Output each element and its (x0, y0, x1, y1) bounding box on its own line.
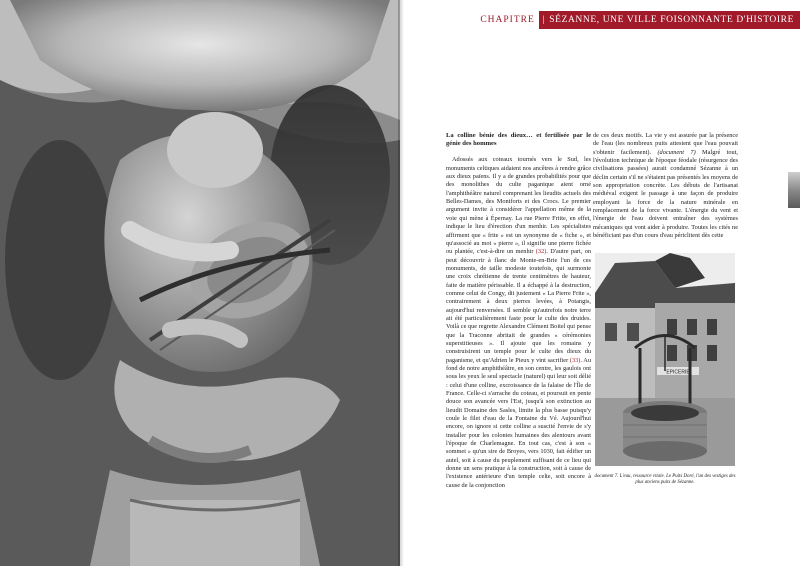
running-header (480, 10, 800, 30)
section-heading: La colline bénie des dieux… et fertilisée par le génie des hommes (446, 132, 591, 148)
footnote-ref: (32) (535, 248, 547, 256)
body-text: de ces deux motifs. La vie y est assurée par la présence de l'eau (les nombreux puits attestent que l'eau pouvait s'obtenir facilement). (593, 132, 738, 156)
village-well-illustration (595, 253, 735, 466)
shop-sign-text: EPICERIE (666, 369, 690, 376)
header-separator: | (542, 15, 546, 25)
body-text: . Au fond de notre amphithéâtre, en son centre, les gaulois ont sous les yeux le seul spectacle (naturel) qui leur soit délié : celui d'une colline, excroissance de la falaise de l'Île de France. Celle-ci s'arrache du coteau, et poursuit en pente douce son avancée vers l'Est, jusqu'à son extinction au lieudit Domaine des Sasles, limite la plus basse puisqu'y coule le filet d'eau de la Fontaine du Vé. Aujourd'hui encore, on ignore si cette colline a suscité l'envie de s'y installer pour les colonies humaines des alentours avant l'époque de Charlemagne. En tout cas, c'est à son « sommet » qu'un sire de Broyes, vers 1030, fait édifier un autel, soit à cause du peuplement suffisant de ce lieu qui donne un sens pratique à la construction, soit à cause de l'existence antérieure d'un temple celte, soit encore à cause de la conjonction (446, 356, 591, 489)
text-column-1 (446, 132, 591, 490)
photo-caption: document 7. L'eau, ressource vitale. Le Puits Doré, l'un des vestiges des plus anciens puits de Sézanne. (594, 474, 736, 486)
body-paragraph (446, 156, 591, 490)
body-text: Malgré tout, l'évolution technique de l'époque féodale (résurgence des civilisations passées) aurait condamné Sézanne à un déclin certain s'il ne s'étaient pas présentés les moyens de son appropriation concrète. Les débuts de l'artisanat médiéval exigent le passage à une façon de produire employant la force de la nature minérale en remplacement de la force vivante. L'énergie du vent et l'énergie de l'eau doivent entraîner des systèmes mécaniques qui vont aider à produire. Toutes les cités ne bénéficiant pas d'un cours d'eau périclitent dès cette (593, 148, 738, 240)
text-column-2 (593, 132, 738, 240)
footnote-ref: (33) (569, 356, 581, 364)
body-paragraph (593, 132, 738, 240)
section-title: SÉZANNE, UNE VILLE FOISONNANTE D'HISTOIRE (549, 15, 794, 25)
document-ref: (document 7) (657, 148, 696, 156)
body-text: Adossés aux coteaux tournés vers le Sud, les monuments celtiques aidaient nos ancêtres à rendre grâce aux dieux païens. Il y a de grandes probabilités pour que des monolithes du culte paganique aient orné l'amphithéâtre naturel comprenant les lieudits actuels des Belles-Dames, des Montforts et des Crocs. Le premier argument invite à considérer l'appellation même de la voie qui mène à Épernay. La rue Pierre Fritte, en effet, indique le lieu d'érection d'un menhir. Les spécialistes affirment que « frite » est un synonyme de « fiche », et qu'associé au mot « pierre », il signifie une pierre fichée ou plantée, c'est-à-dire un menhir (446, 156, 591, 256)
margin-thumbnail (788, 172, 800, 208)
chapter-label: CHAPITRE (480, 15, 535, 25)
village-well-photo (595, 253, 735, 466)
section-title-bar (539, 11, 800, 29)
page-gutter (398, 0, 404, 566)
body-text: . D'autre part, on peut découvrir à flanc de Monte-en-Brie l'un de ces monuments, de taille modeste toutefois, qui surmonte une croix chrétienne de trente centimètres de hauteur, faite de matière périssable. Il a échappé à la destruction, comme celui de Congy, dit justement « La Pierre Frite », contrairement à deux pierres levées, à Potangis, aujourd'hui renversées. Il semble qu'autrefois notre terre ait été particulièrement faste pour le culte des druides. Voilà ce que regrette Alexandre Clément Boitel qui pense que la Traconne abritait de grandes « cérémonies superstitieuses ». Il ajoute que les romains y construisirent un temple pour le culte des dieux du paganisme, et qu'Adrien le Pieux y vint sacrifier (446, 248, 591, 364)
